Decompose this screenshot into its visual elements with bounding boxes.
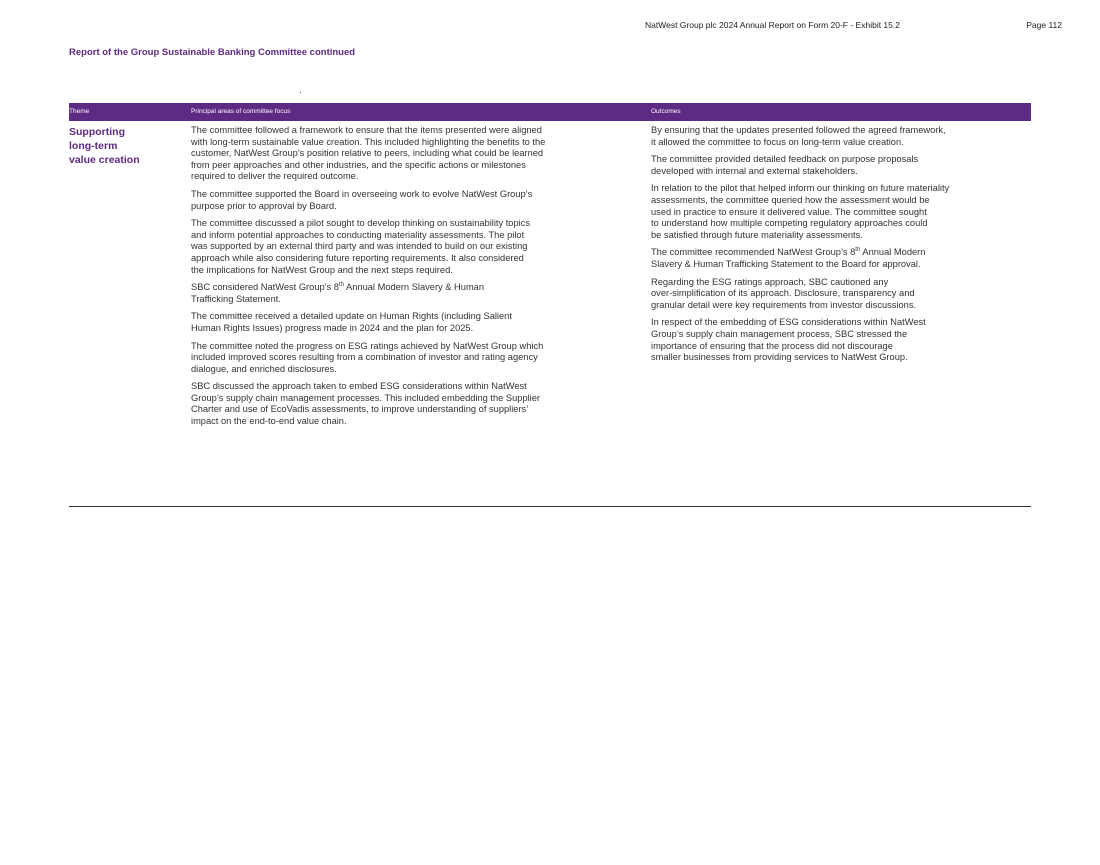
text-fragment: Annual Modern Slavery & Human [343, 282, 485, 293]
text-line: The committee supported the Board in overseeing work to evolve NatWest Group’s [191, 188, 533, 199]
table.outcome_paragraphs-paragraph [651, 317, 1031, 363]
table.focus_paragraphs-paragraph [191, 282, 639, 305]
theme-cell [69, 125, 179, 167]
text-line [191, 282, 639, 294]
column-header-theme: Theme [69, 108, 90, 115]
theme-line: long-term [69, 140, 118, 152]
column-header-focus: Principal areas of committee focus [191, 108, 291, 115]
outcomes-column [651, 125, 1031, 370]
text-line: The committee discussed a pilot sought to develop thinking on sustainability topics [191, 218, 531, 229]
focus-column [191, 125, 639, 434]
text-fragment: The committee recommended NatWest Group’s 8 [651, 247, 856, 258]
text-line: In respect of the embedding of ESG considerations within NatWest [651, 317, 926, 328]
text-line: importance of ensuring that the process did not discourage [651, 340, 893, 351]
table.focus_paragraphs-paragraph [191, 218, 639, 276]
table.outcome_paragraphs-paragraph [651, 125, 1031, 148]
text-line: Charter and use of EcoVadis assessments, to improve understanding of suppliers’ [191, 404, 529, 415]
table.focus_paragraphs-paragraph [191, 341, 639, 376]
theme-line: Supporting [69, 126, 125, 138]
text-line: Regarding the ESG ratings approach, SBC cautioned any [651, 276, 889, 287]
text-line: required to deliver the required outcome. [191, 171, 359, 182]
text-line: Group’s supply chain management processes. This included embedding the Supplier [191, 392, 541, 403]
theme-line: value creation [69, 154, 140, 166]
page-header [0, 20, 1100, 34]
text-line: Human Rights Issues) progress made in 2024 and the plan for 2025. [191, 322, 474, 333]
text-line: The committee followed a framework to ensure that the items presented were aligned [191, 125, 542, 135]
text-line: In relation to the pilot that helped inform our thinking on future materiality [651, 183, 950, 194]
text-line: assessments, the committee queried how the assessment would be [651, 194, 930, 205]
column-header-outcomes: Outcomes [651, 108, 681, 115]
ordinal-suffix: th [338, 282, 344, 289]
text-line: By ensuring that the updates presented followed the agreed framework, [651, 125, 946, 135]
text-line: it allowed the committee to focus on long-term value creation. [651, 136, 904, 147]
table.focus_paragraphs-paragraph [191, 381, 639, 427]
table.focus_paragraphs-paragraph [191, 189, 639, 212]
text-line: The committee received a detailed update on Human Rights (including Salient [191, 311, 512, 322]
text-line: from peer approaches and other industries, and the specific actions or milestones [191, 159, 526, 170]
text-fragment: SBC considered NatWest Group’s 8 [191, 282, 339, 293]
section-title: Report of the Group Sustainable Banking Committee continued [69, 47, 356, 58]
table.focus_paragraphs-paragraph [191, 125, 639, 183]
text-line: developed with internal and external stakeholders. [651, 165, 858, 176]
text-line: smaller businesses from providing services to NatWest Group. [651, 352, 908, 363]
table.outcome_paragraphs-paragraph [651, 183, 1031, 241]
document-reference: NatWest Group plc 2024 Annual Report on Form 20-F - Exhibit 15.2 [645, 20, 900, 30]
text-line: The committee provided detailed feedback on purpose proposals [651, 154, 919, 165]
text-fragment: Annual Modern [860, 247, 926, 258]
text-line: SBC discussed the approach taken to embed ESG considerations within NatWest [191, 381, 527, 392]
text-line: to understand how multiple competing regulatory approaches could [651, 218, 928, 229]
text-line: purpose prior to approval by Board. [191, 200, 337, 211]
table.outcome_paragraphs-paragraph [651, 277, 1031, 312]
text-line: over-simplification of its approach. Disclosure, transparency and [651, 288, 915, 299]
text-line: impact on the end-to-end value chain. [191, 416, 347, 427]
text-line: approach while also considering future reporting requirements. It also considered [191, 252, 524, 263]
table-header-row [69, 103, 1031, 121]
text-line: customer, NatWest Group’s position relative to peers, including what could be learned [191, 148, 544, 159]
text-line: granular detail were key requirements from investor discussions. [651, 299, 917, 310]
ordinal-suffix: th [855, 247, 861, 254]
text-line: included improved scores resulting from a combination of investor and rating agency [191, 352, 538, 363]
text-line: used in practice to ensure it delivered value. The committee sought [651, 206, 927, 217]
text-line [651, 247, 1031, 259]
table-row [69, 121, 1031, 507]
text-line: Trafficking Statement. [191, 293, 281, 304]
text-line: the implications for NatWest Group and the next steps required. [191, 264, 453, 275]
text-line: with long-term sustainable value creation. This included highlighting the benefits to the [191, 136, 546, 147]
table.focus_paragraphs-paragraph [191, 311, 639, 334]
text-line: and inform potential approaches to conducting materiality assessments. The pilot [191, 229, 525, 240]
page-number: Page 112 [1026, 20, 1062, 30]
stray-dot [300, 92, 301, 93]
text-line: dialogue, and enriched disclosures. [191, 363, 337, 374]
text-line: The committee noted the progress on ESG ratings achieved by NatWest Group which [191, 340, 544, 351]
text-line: Slavery & Human Trafficking Statement to the Board for approval. [651, 258, 921, 269]
committee-focus-table [69, 103, 1031, 507]
table.outcome_paragraphs-paragraph [651, 247, 1031, 270]
text-line: was supported by an external third party and was intended to build on our existing [191, 241, 528, 252]
text-line: be satisfied through future materiality assessments. [651, 229, 863, 240]
table.outcome_paragraphs-paragraph [651, 154, 1031, 177]
text-line: Group’s supply chain management process, SBC stressed the [651, 328, 908, 339]
